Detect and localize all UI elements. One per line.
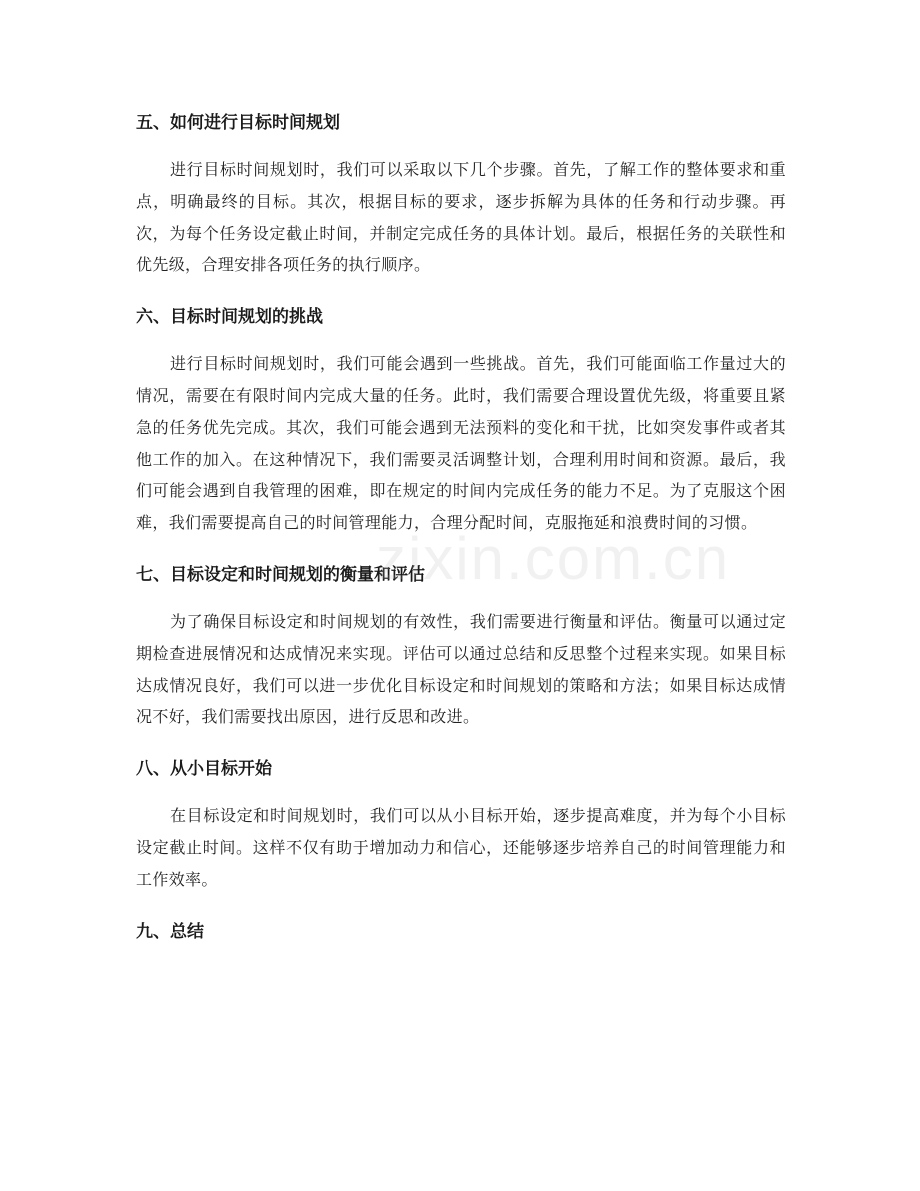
section-9: [136, 917, 786, 947]
section-5: [136, 108, 786, 281]
section-8: [136, 754, 786, 895]
section-heading: 八、从小目标开始: [136, 759, 272, 780]
section-6: [136, 302, 786, 539]
section-paragraph: 进行目标时间规划时，我们可能会遇到一些挑战。首先，我们可能面临工作量过大的情况，需要在有限时间内完成大量的任务。此时，我们需要合理设置优先级，将重要且紧急的任务优先完成。其次，我们可能会遇到无法预料的变化和干扰，比如突发事件或者其他工作的加入。在这种情况下，我们需要灵活调整计划，合理利用时间和资源。最后，我们可能会遇到自我管理的困难，即在规定的时间内完成任务的能力不足。为了克服这个困难，我们需要提高自己的时间管理能力，合理分配时间，克服拖延和浪费时间的习惯。: [136, 354, 786, 533]
section-heading: 七、目标设定和时间规划的衡量和评估: [136, 564, 425, 585]
section-paragraph: 进行目标时间规划时，我们可以采取以下几个步骤。首先，了解工作的整体要求和重点，明确最终的目标。其次，根据目标的要求，逐步拆解为具体的任务和行动步骤。再次，为每个任务设定截止时间，并制定完成任务的具体计划。最后，根据任务的关联性和优先级，合理安排各项任务的执行顺序。: [136, 160, 786, 275]
section-paragraph: 在目标设定和时间规划时，我们可以从小目标开始，逐步提高难度，并为每个小目标设定截止时间。这样不仅有助于增加动力和信心，还能够逐步培养自己的时间管理能力和工作效率。: [136, 806, 786, 889]
section-heading: 六、目标时间规划的挑战: [136, 307, 323, 328]
section-7: [136, 560, 786, 733]
watermark: zixin.com.cn: [376, 525, 731, 592]
section-heading: 九、总结: [136, 921, 204, 942]
section-heading: 五、如何进行目标时间规划: [136, 113, 340, 133]
section-paragraph: 为了确保目标设定和时间规划的有效性，我们需要进行衡量和评估。衡量可以通过定期检查进展情况和达成情况来实现。评估可以通过总结和反思整个过程来实现。如果目标达成情况良好，我们可以进一步优化目标设定和时间规划的策略和方法；如果目标达成情况不好，我们需要找出原因，进行反思和改进。: [136, 611, 786, 727]
document-body: [136, 108, 786, 963]
